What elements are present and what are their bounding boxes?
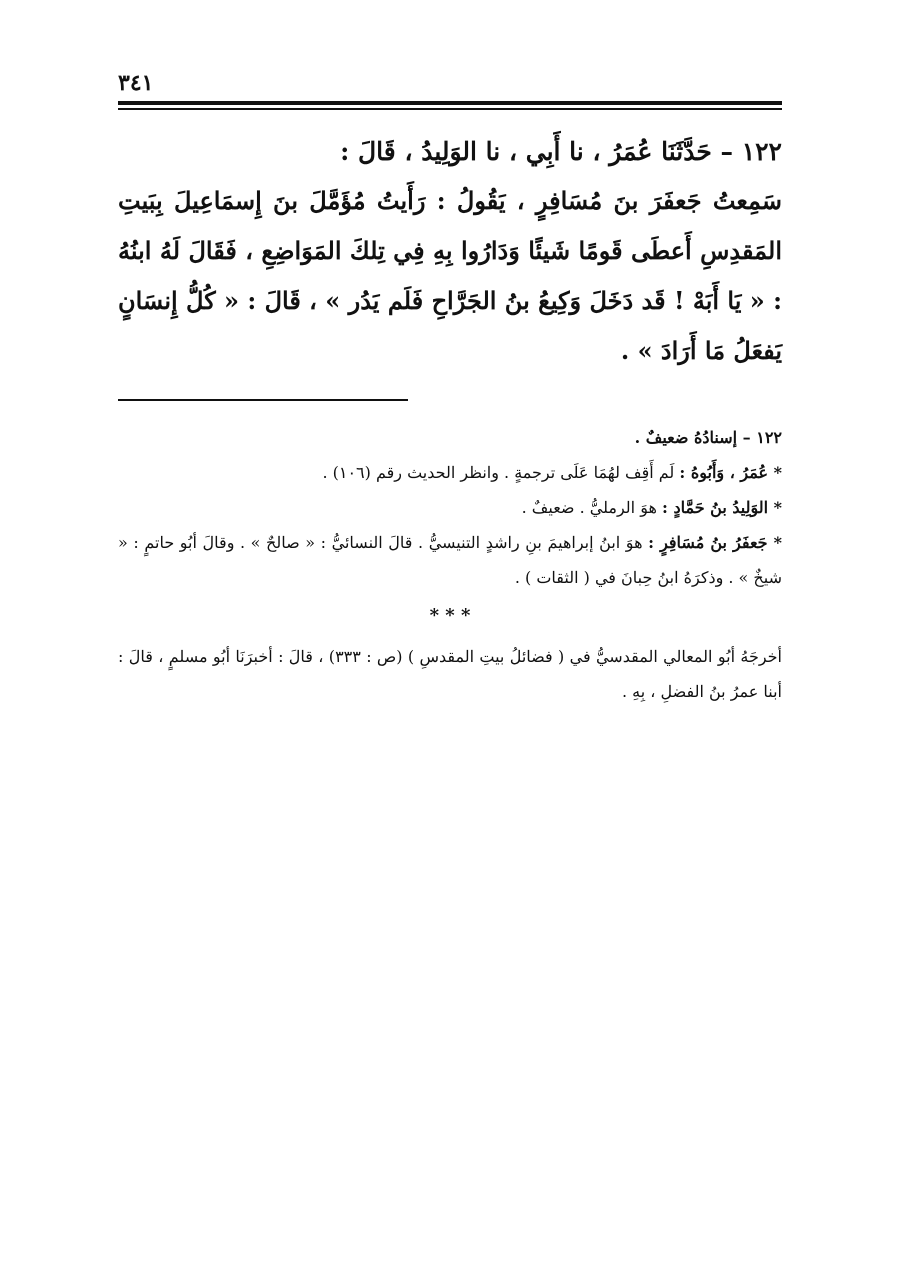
footnotes-block: [118, 420, 782, 709]
footnote-item: [118, 525, 782, 595]
narrator-name: * الوَلِيدُ بنُ حَمَّادٍ :: [661, 498, 782, 517]
footnote-item: [118, 490, 782, 525]
page-number: ٣٤١: [118, 70, 154, 96]
footnote-separator-rule: [118, 399, 408, 401]
header-rule-thick: [118, 101, 782, 105]
narrator-note: هوَ الرمليُّ . ضعيفٌ .: [521, 498, 662, 517]
hadith-heading: ١٢٢ – حَدَّثَنَا عُمَرُ ، نا أَبِي ، نا الوَلِيدُ ، قَالَ :: [340, 137, 782, 166]
narrator-note: لَم أَقِف لهُمَا عَلَى ترجمةٍ . وانظر الحديث رقم (١٠٦) .: [322, 463, 680, 482]
narrator-note: هوَ ابنُ إبراهيمَ بنِ راشدٍ التنيسيُّ . قالَ النسائيُّ : « صالحٌ » . وقالَ أبُو حاتمٍ : « شيخٌ » . وذكرَهُ ابنُ حِبانَ في ( الثقات ) .: [118, 533, 782, 587]
footnote-heading: ١٢٢ – إسنادُهُ ضعيفٌ .: [634, 428, 782, 447]
hadith-block: [118, 128, 782, 376]
narrator-name: * عُمَرُ ، وَأَبُوهُ :: [679, 463, 782, 482]
takhrij-note: أخرجَهُ أبُو المعالي المقدسيُّ في ( فضائلُ بيتِ المقدسِ ) (ص : ٣٣٣) ، قالَ : أخبرَنَا أبُو مسلمٍ ، قالَ : أبنا عمرُ بنُ الفضلِ ، بِهِ .: [118, 647, 782, 701]
hadith-text: سَمِعتُ جَعفَرَ بنَ مُسَافِرٍ ، يَقُولُ : رَأَيتُ مُؤَمَّلَ بنَ إِسمَاعِيلَ بِبَيتِ المَقدِسِ أَعطَى قَومًا شَيئًا وَدَارُوا بِهِ فِي تِلكَ المَوَاضِعِ ، فَقَالَ لَهُ ابنُهُ : « يَا أَبَهْ ! قَد دَخَلَ وَكِيعُ بنُ الجَرَّاحِ فَلَم يَدُر » ، قَالَ : « كُلُّ إِنسَانٍ يَفعَلُ مَا أَرَادَ » .: [117, 186, 782, 365]
narrator-name: * جَعفَرُ بنُ مُسَافِرٍ :: [648, 533, 782, 552]
header-rule-thin: [118, 108, 782, 110]
footnote-item: [118, 455, 782, 490]
section-separator: * * *: [429, 605, 471, 626]
